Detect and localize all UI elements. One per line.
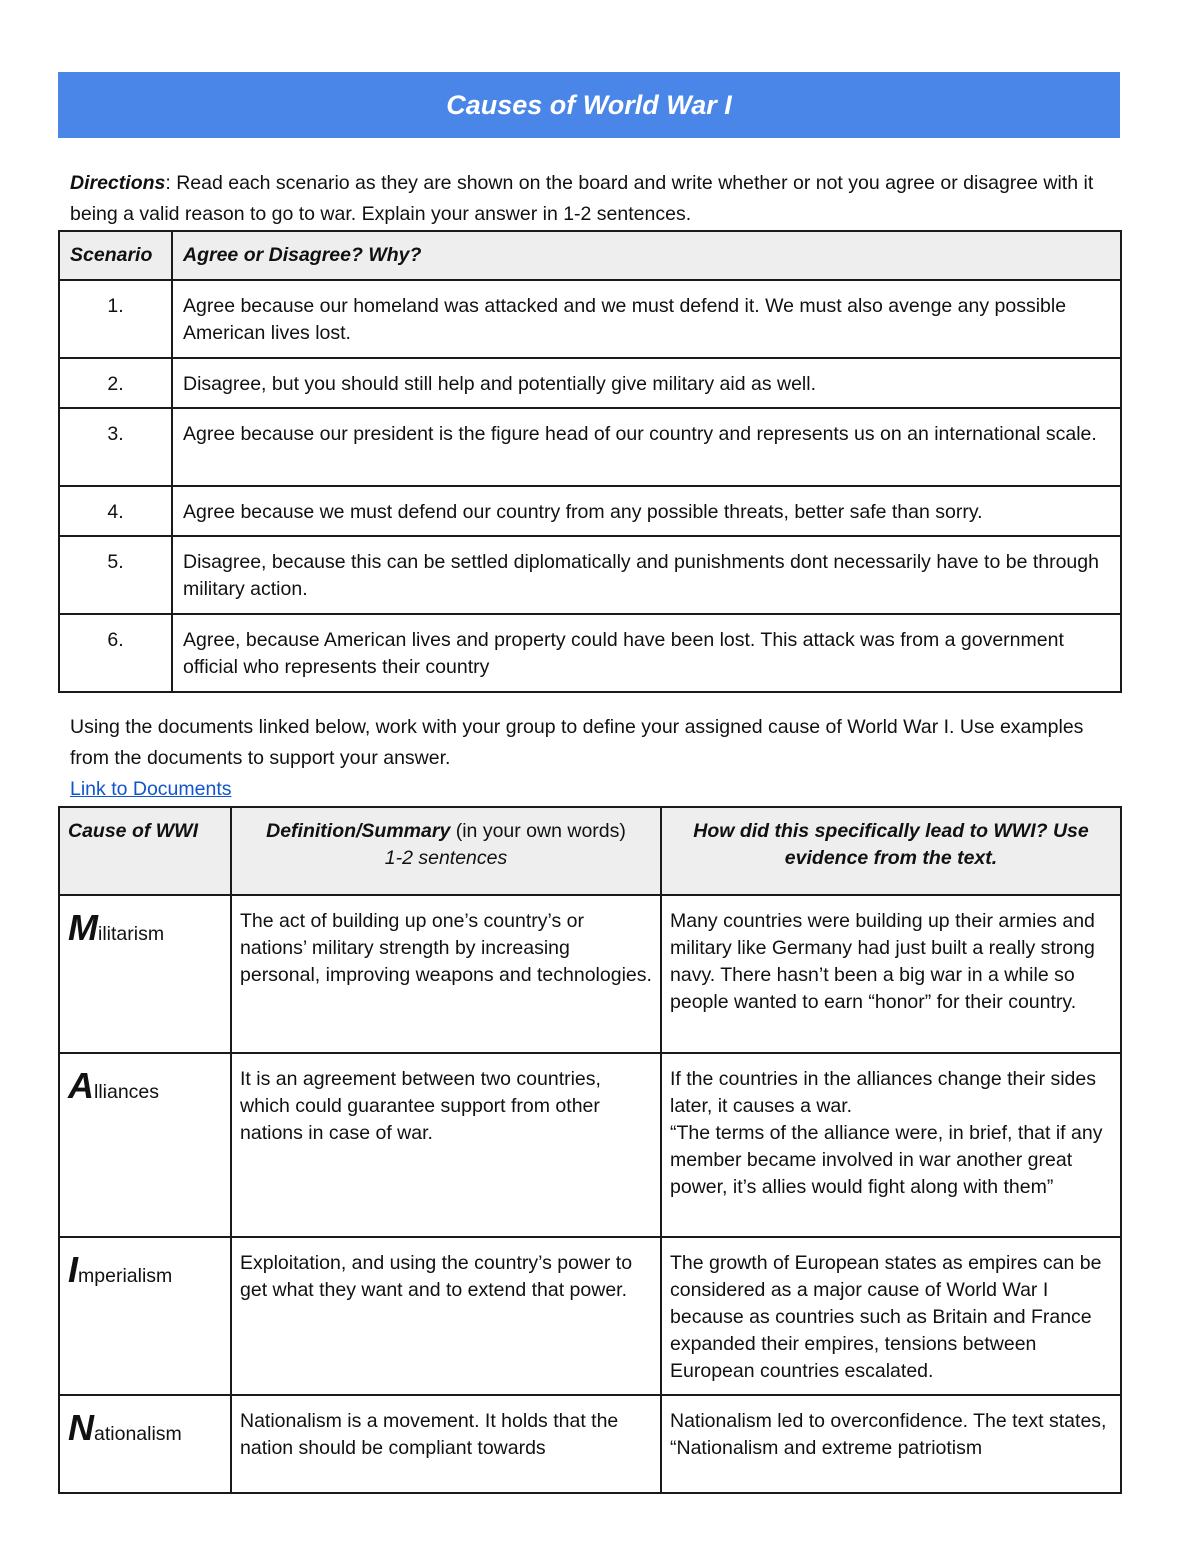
table-row	[59, 895, 1121, 1053]
table-row	[59, 614, 1121, 692]
evidence-quote: “The terms of the alliance were, in brief, that if any member became involved in war another great power, it’s allies would fight along with them”	[670, 1122, 1103, 1198]
scenario-answer[interactable]: Agree because we must defend our country from any possible threats, better safe than sorry.	[172, 486, 1121, 536]
table-row	[59, 280, 1121, 358]
definition-header-paren: (in your own words)	[450, 820, 626, 842]
definition-header-sub: 1-2 sentences	[384, 847, 508, 869]
cause-initial: N	[68, 1407, 94, 1448]
cause-cell	[59, 1395, 231, 1493]
cause-name-imperialism	[68, 1250, 222, 1290]
scenario-answer[interactable]: Agree because our homeland was attacked and we must defend it. We must also avenge any possible American lives lost.	[172, 280, 1121, 358]
cause-cell	[59, 1053, 231, 1237]
cause-header: Cause of WWI	[59, 807, 231, 895]
instructions-text: Using the documents linked below, work with your group to define your assigned cause of World War I. Use examples from the documents to support your answer.	[70, 716, 1084, 769]
evidence-text: If the countries in the alliances change their sides later, it causes a war.	[670, 1068, 1097, 1117]
definition-cell[interactable]: It is an agreement between two countries, which could guarantee support from other nations in case of war.	[231, 1053, 661, 1237]
evidence-cell[interactable]: Many countries were building up their armies and military like Germany had just built a really strong navy. There hasn’t been a big war in a while so people wanted to earn “honor” for their country.	[661, 895, 1121, 1053]
scenario-number: 2.	[59, 358, 172, 408]
scenario-answer[interactable]: Agree because our president is the figure head of our country and represents us on an international scale.	[172, 408, 1121, 486]
table-row	[59, 1053, 1121, 1237]
definition-cell[interactable]: Nationalism is a movement. It holds that the nation should be compliant towards	[231, 1395, 661, 1493]
cause-rest: mperialism	[78, 1265, 173, 1287]
cause-cell	[59, 1237, 231, 1395]
scenario-header: Scenario	[59, 231, 172, 280]
instructions-paragraph	[70, 712, 1115, 805]
causes-header-row	[59, 807, 1121, 895]
scenario-number: 3.	[59, 408, 172, 486]
scenario-answer[interactable]: Disagree, but you should still help and potentially give military aid as well.	[172, 358, 1121, 408]
scenario-answer[interactable]: Disagree, because this can be settled diplomatically and punishments dont necessarily have to be through military action.	[172, 536, 1121, 614]
cause-initial: I	[68, 1249, 79, 1290]
cause-rest: ationalism	[94, 1423, 182, 1445]
evidence-header: How did this specifically lead to WWI? Use evidence from the text.	[661, 807, 1121, 895]
table-row	[59, 408, 1121, 486]
table-row	[59, 1395, 1121, 1493]
cause-name-militarism	[68, 908, 222, 948]
answer-header: Agree or Disagree? Why?	[172, 231, 1121, 280]
cause-rest: lliances	[94, 1081, 160, 1103]
documents-link[interactable]: Link to Documents	[70, 778, 232, 800]
scenario-header-row	[59, 231, 1121, 280]
directions-label: Directions	[70, 172, 166, 194]
definition-header	[231, 807, 661, 895]
cause-initial: A	[68, 1065, 94, 1106]
scenario-number: 6.	[59, 614, 172, 692]
title-banner	[58, 72, 1120, 138]
table-row	[59, 358, 1121, 408]
scenario-answer[interactable]: Agree, because American lives and property could have been lost. This attack was from a government official who represents their country	[172, 614, 1121, 692]
cause-initial: M	[68, 907, 98, 948]
table-row	[59, 1237, 1121, 1395]
cause-cell	[59, 895, 231, 1053]
cause-rest: ilitarism	[98, 923, 165, 945]
evidence-cell[interactable]: The growth of European states as empires can be considered as a major cause of World War I because as countries such as Britain and France expanded their empires, tensions between European countries escalated.	[661, 1237, 1121, 1395]
table-row	[59, 536, 1121, 614]
cause-name-alliances	[68, 1066, 222, 1106]
causes-table	[58, 806, 1122, 1494]
evidence-cell[interactable]	[661, 1053, 1121, 1237]
directions-paragraph	[70, 168, 1115, 230]
definition-cell[interactable]: The act of building up one’s country’s or nations’ military strength by increasing personal, improving weapons and technologies.	[231, 895, 661, 1053]
table-row	[59, 486, 1121, 536]
cause-name-nationalism	[68, 1408, 222, 1448]
definition-header-main: Definition/Summary	[266, 820, 451, 842]
scenario-number: 4.	[59, 486, 172, 536]
scenario-number: 5.	[59, 536, 172, 614]
directions-text: : Read each scenario as they are shown on the board and write whether or not you agree or disagree with it being a valid reason to go to war. Explain your answer in 1-2 sentences.	[70, 172, 1094, 225]
evidence-cell[interactable]: Nationalism led to overconfidence. The text states, “Nationalism and extreme patriotism	[661, 1395, 1121, 1493]
scenario-table	[58, 230, 1122, 693]
scenario-number: 1.	[59, 280, 172, 358]
page-title: Causes of World War I	[446, 89, 732, 120]
definition-cell[interactable]: Exploitation, and using the country’s power to get what they want and to extend that power.	[231, 1237, 661, 1395]
